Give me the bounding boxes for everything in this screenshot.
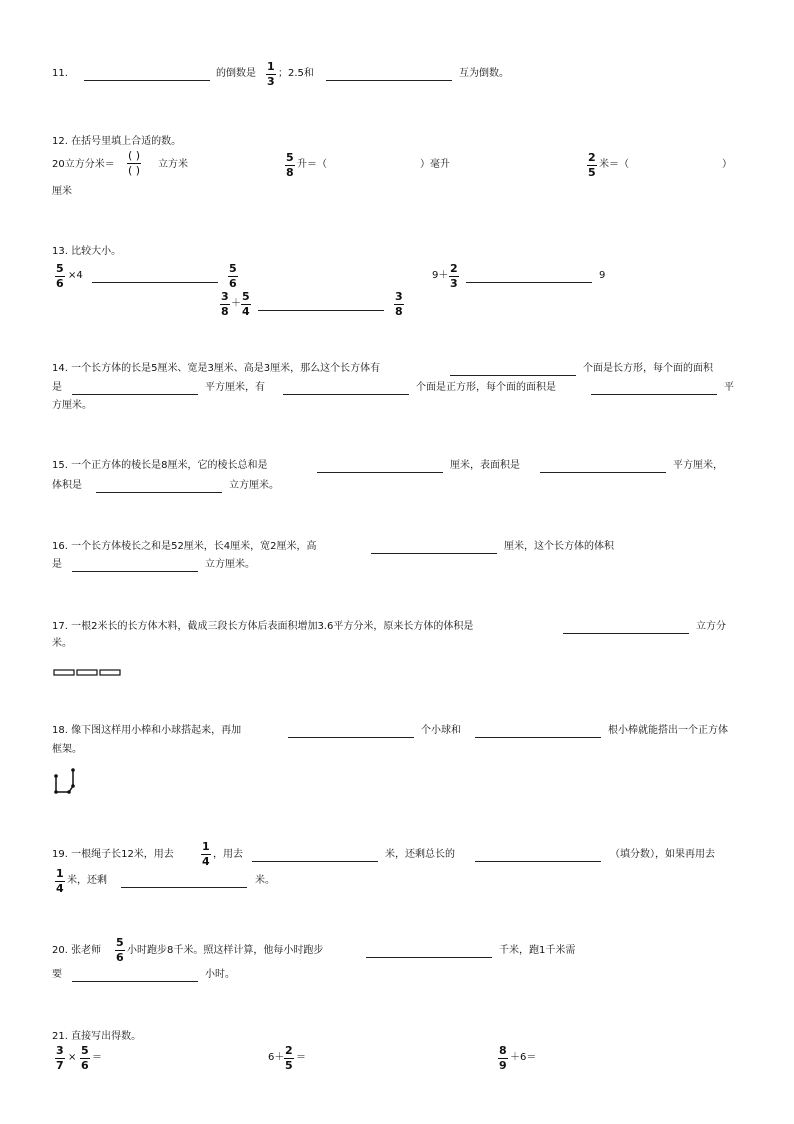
q21-a-eq: ＝ [92, 1052, 102, 1063]
q13-title: 13. 比较大小。 [52, 246, 122, 257]
q14-blank-3[interactable] [283, 394, 409, 395]
q21-a-op: × [68, 1052, 77, 1063]
q11-text-1: 的倒数是 [216, 68, 256, 79]
q19-fraction: 1 4 [202, 840, 210, 868]
q17-line1-a: 17. 一根2米长的长方体木料，截成三段长方体后表面积增加3.6平方分米，原来长方体的体积是 [52, 621, 474, 632]
wood-pieces-figure [53, 668, 123, 678]
q14-blank-4[interactable] [591, 394, 717, 395]
q13-a-blank[interactable] [92, 282, 218, 283]
q16-line1-b: 厘米，这个长方体的体积 [504, 541, 614, 552]
q11-fraction: 1 3 [267, 60, 275, 88]
q13-b-left: 9＋ [432, 270, 449, 281]
q21-c-right: ＋6＝ [510, 1052, 537, 1063]
q13-a-right-fraction: 5 6 [229, 262, 237, 290]
q13-c-blank[interactable] [258, 310, 384, 311]
q14-line1-a: 14. 一个长方体的长是5厘米、宽是3厘米、高是3厘米，那么这个长方体有 [52, 363, 381, 374]
q18-blank-1[interactable] [288, 737, 414, 738]
q19-line2-a: 米，还剩 [67, 875, 107, 886]
q14-line2-b: 平方厘米，有 [205, 382, 265, 393]
q14-line3: 方厘米。 [52, 400, 92, 411]
q21-b-fraction: 2 5 [285, 1044, 293, 1072]
q14-line2-a: 是 [52, 382, 62, 393]
q16-blank-1[interactable] [371, 553, 497, 554]
q15-blank-3[interactable] [96, 492, 222, 493]
q19-blank-1[interactable] [252, 861, 378, 862]
q11-blank-2[interactable] [326, 80, 452, 81]
q20-blank-1[interactable] [366, 957, 492, 958]
q16-line1-a: 16. 一个长方体棱长之和是52厘米，长4厘米，宽2厘米，高 [52, 541, 317, 552]
stick-ball-figure [53, 766, 83, 796]
q14-line1-b: 个面是长方形，每个面的面积 [583, 363, 713, 374]
q18-line1-c: 根小棒就能搭出一个正方体 [608, 725, 728, 736]
q11-text-2: ；2.5和 [278, 68, 314, 79]
q16-blank-2[interactable] [72, 571, 198, 572]
q17-line2: 米。 [52, 638, 72, 649]
q11-number: 11. [52, 68, 68, 79]
q20-line1-c: 千米，跑1千米需 [499, 945, 576, 956]
q12-c-close: ） [722, 159, 732, 170]
q12-b-fraction: 5 8 [286, 151, 294, 179]
q15-line1-a: 15. 一个正方体的棱长是8厘米，它的棱长总和是 [52, 460, 268, 471]
q19-fraction-2: 1 4 [56, 867, 64, 895]
q17-blank[interactable] [563, 633, 689, 634]
q21-a-fraction-2: 5 6 [81, 1044, 89, 1072]
q14-blank-1[interactable] [450, 375, 576, 376]
q15-line1-b: 厘米，表面积是 [450, 460, 520, 471]
q18-line2: 框架。 [52, 744, 82, 755]
q16-line2-a: 是 [52, 559, 62, 570]
q20-blank-2[interactable] [72, 981, 198, 982]
q19-line1-b: ，用去 [213, 849, 243, 860]
q19-line1-d: （填分数），如果再用去 [610, 849, 715, 860]
q15-blank-1[interactable] [317, 472, 443, 473]
q13-b-right: 9 [599, 270, 606, 281]
q20-line1-a: 20. 张老师 [52, 945, 102, 956]
q17-line1-b: 立方分 [696, 621, 726, 632]
q19-blank-3[interactable] [121, 887, 247, 888]
q19-line2-b: 米。 [255, 875, 275, 886]
q13-c-right-fraction: 3 8 [395, 290, 403, 318]
q15-line2-b: 立方厘米。 [229, 480, 279, 491]
q19-line1-c: 米，还剩总长的 [385, 849, 455, 860]
q12-c-fraction: 2 5 [588, 151, 596, 179]
q11-text-3: 互为倒数。 [459, 68, 509, 79]
q14-line2-d: 平 [724, 382, 734, 393]
q12-a-fraction[interactable]: ( ) ( ) [128, 149, 141, 177]
q14-blank-2[interactable] [72, 394, 198, 395]
q20-line2-b: 小时。 [205, 969, 235, 980]
q18-line1-a: 18. 像下图这样用小棒和小球搭起来，再加 [52, 725, 242, 736]
q13-c-fraction-2: 5 4 [242, 290, 250, 318]
q12-title: 12. 在括号里填上合适的数。 [52, 136, 182, 147]
q18-blank-2[interactable] [475, 737, 601, 738]
q12-a-unit: 立方米 [158, 159, 188, 170]
q11-blank-1[interactable] [84, 80, 210, 81]
q21-a-fraction-1: 3 7 [56, 1044, 64, 1072]
q14-line2-c: 个面是正方形，每个面的面积是 [416, 382, 556, 393]
q12-c-unit: 厘米 [52, 186, 72, 197]
q13-a-op: ×4 [68, 270, 83, 281]
q20-line2-a: 要 [52, 969, 62, 980]
q13-c-fraction-1: 3 8 [221, 290, 229, 318]
q13-b-fraction: 2 3 [450, 262, 458, 290]
q21-title: 21. 直接写出得数。 [52, 1031, 142, 1042]
q19-line1-a: 19. 一根绳子长12米，用去 [52, 849, 174, 860]
q18-line1-b: 个小球和 [421, 725, 461, 736]
q12-b-text: 升＝（ [297, 159, 327, 170]
q20-fraction: 5 6 [116, 936, 124, 964]
q12-a-left: 20立方分米＝ [52, 159, 115, 170]
q15-blank-2[interactable] [540, 472, 666, 473]
q21-b-left: 6＋ [268, 1052, 285, 1063]
q20-line1-b: 小时跑步8千米。照这样计算，他每小时跑步 [127, 945, 324, 956]
q13-b-blank[interactable] [466, 282, 592, 283]
q15-line1-c: 平方厘米， [673, 460, 723, 471]
q16-line2-b: 立方厘米。 [205, 559, 255, 570]
q15-line2-a: 体积是 [52, 480, 82, 491]
q13-a-fraction: 5 6 [56, 262, 64, 290]
q12-b-close: ）毫升 [420, 159, 450, 170]
q12-c-text: 米＝（ [599, 159, 629, 170]
q21-c-fraction: 8 9 [499, 1044, 507, 1072]
q13-c-op: ＋ [231, 298, 241, 309]
q21-b-eq: ＝ [296, 1052, 306, 1063]
q19-blank-2[interactable] [475, 861, 601, 862]
